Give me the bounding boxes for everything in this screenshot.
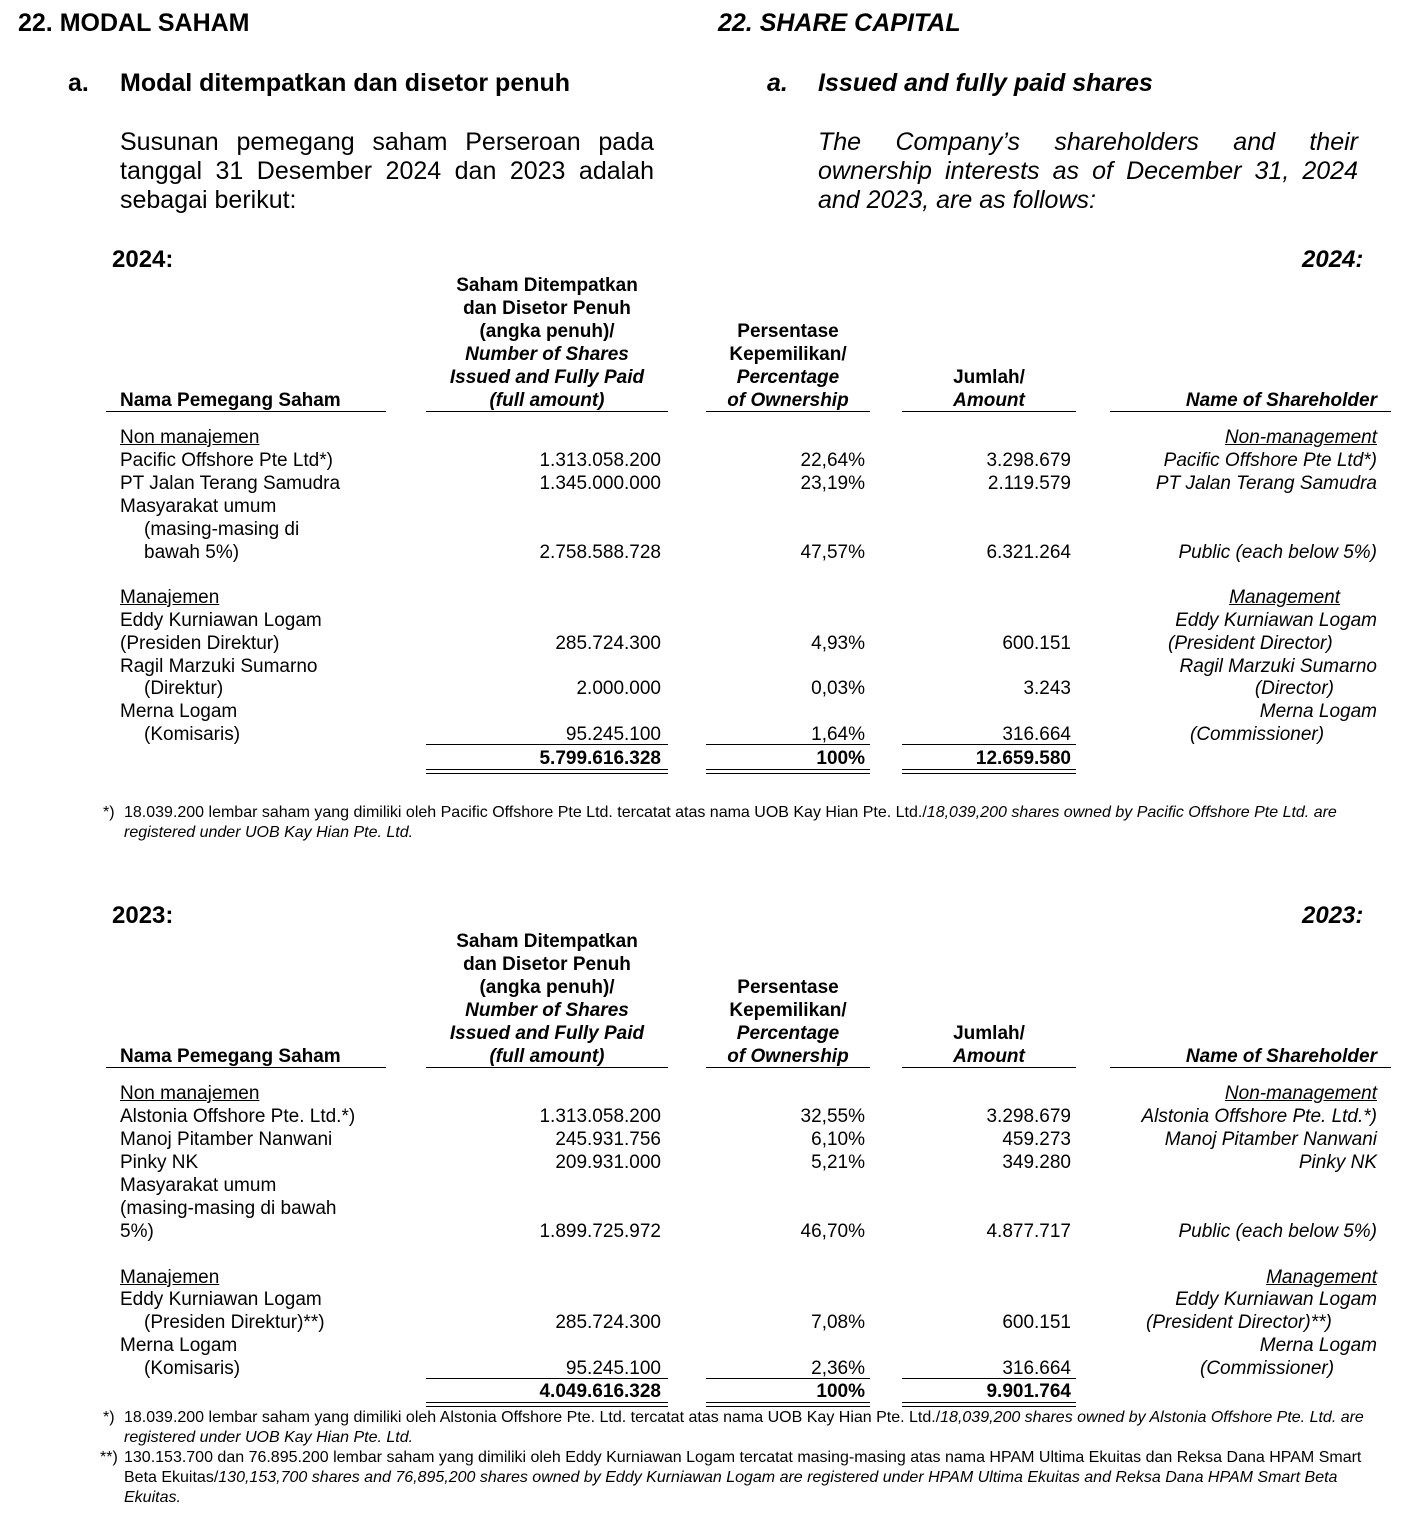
- percentage-value: 4,93%: [811, 633, 865, 654]
- subtotal-rule: [426, 744, 668, 745]
- col-header-amount: Jumlah/ Amount: [953, 367, 1025, 411]
- amount-value: 3.298.679: [986, 450, 1071, 471]
- shareholder-name-id: Merna Logam: [120, 1335, 238, 1356]
- percentage-value: 2,36%: [811, 1358, 865, 1379]
- shareholder-name-id: (Direktur): [144, 678, 224, 699]
- year-label-en: 2024:: [1302, 246, 1364, 273]
- footnote-text: 18.039.200 lembar saham yang dimiliki oleh Alstonia Offshore Pte. Ltd. tercatat atas nama UOB Kay Hian Pte. Ltd./18,039,200 shares owned by Alstonia Offshore Pte. Ltd. are registered under UOB Kay Hian Pte. Ltd.: [124, 1409, 1364, 1446]
- col-header-percentage: Persentase Kepemilikan/ Percentage of Ownership: [727, 321, 849, 411]
- amount-value: 3.243: [1023, 678, 1071, 699]
- footnote-marker: **): [100, 1449, 118, 1466]
- shareholder-name-en: Public (each below 5%): [1178, 1221, 1377, 1242]
- shareholder-name-id: Pinky NK: [120, 1152, 199, 1173]
- shares-value: 245.931.756: [555, 1129, 661, 1150]
- percentage-value: 32,55%: [800, 1106, 865, 1127]
- shareholder-name-id: Pacific Offshore Pte Ltd*): [120, 450, 333, 471]
- sub-letter-id: a.: [68, 69, 89, 97]
- header-rule: [1110, 1067, 1391, 1068]
- group-label-en: Non-management: [1224, 427, 1377, 448]
- shares-value: 1.313.058.200: [539, 1106, 661, 1127]
- shareholder-name-id: (masing-masing di bawah: [120, 1198, 337, 1219]
- col-header-name-id: Nama Pemegang Saham: [120, 390, 341, 411]
- col-header-amount: Jumlah/ Amount: [953, 1023, 1025, 1067]
- group-label-id: Non manajemen: [120, 1083, 260, 1104]
- shareholder-name-id: (masing-masing di: [144, 519, 300, 540]
- section-title-en: 22. SHARE CAPITAL: [718, 9, 961, 37]
- shareholder-name-en: (Commissioner): [1190, 724, 1325, 745]
- shareholder-name-id: Masyarakat umum: [120, 496, 277, 517]
- shares-value: 209.931.000: [555, 1152, 661, 1173]
- intro-paragraph-id: Susunan pemegang saham Perseroan pada tanggal 31 Desember 2024 dan 2023 adalah sebagai berikut:: [120, 128, 654, 214]
- total-amount: 9.901.764: [986, 1381, 1071, 1402]
- total-double-rule: [426, 769, 668, 770]
- sub-title-id: Modal ditempatkan dan disetor penuh: [120, 69, 571, 97]
- shareholder-name-id: bawah 5%): [144, 542, 240, 563]
- group-label-id: Manajemen: [120, 1267, 220, 1288]
- percentage-value: 6,10%: [811, 1129, 865, 1150]
- shareholder-name-id: (Komisaris): [144, 1358, 241, 1379]
- shareholder-name-id: (Presiden Direktur): [120, 633, 280, 654]
- percentage-value: 7,08%: [811, 1312, 865, 1333]
- total-double-rule: [902, 773, 1076, 774]
- total-double-rule: [426, 773, 668, 774]
- shares-value: 1.345.000.000: [539, 473, 661, 494]
- shareholder-name-en: Pacific Offshore Pte Ltd*): [1163, 450, 1377, 471]
- shareholder-name-en: Eddy Kurniawan Logam: [1175, 1289, 1377, 1310]
- percentage-value: 23,19%: [800, 473, 865, 494]
- shareholder-name-id: Merna Logam: [120, 701, 238, 722]
- sub-letter-en: a.: [767, 69, 788, 97]
- total-double-rule: [706, 769, 870, 770]
- shareholder-name-en: Manoj Pitamber Nanwani: [1164, 1129, 1377, 1150]
- shareholder-name-en: Pinky NK: [1298, 1152, 1377, 1173]
- shareholder-name-en: (President Director): [1168, 633, 1333, 654]
- section-title-id: 22. MODAL SAHAM: [18, 9, 250, 37]
- header-rule: [902, 411, 1076, 412]
- year-label-id: 2023:: [112, 902, 174, 929]
- amount-value: 600.151: [1002, 1312, 1071, 1333]
- shareholder-name-id: Eddy Kurniawan Logam: [120, 610, 322, 631]
- total-double-rule: [902, 1406, 1076, 1407]
- shareholder-name-en: (President Director)**): [1146, 1312, 1332, 1333]
- total-double-rule: [706, 773, 870, 774]
- amount-value: 316.664: [1002, 1358, 1071, 1379]
- header-rule: [106, 411, 386, 412]
- amount-value: 316.664: [1002, 724, 1071, 745]
- percentage-value: 1,64%: [811, 724, 865, 745]
- group-label-id: Manajemen: [120, 587, 220, 608]
- group-label-en: Management: [1266, 1267, 1377, 1288]
- total-percentage: 100%: [816, 748, 865, 769]
- shareholder-name-id: 5%): [120, 1221, 154, 1242]
- footnote-marker: *): [103, 804, 115, 821]
- shareholder-name-en: PT Jalan Terang Samudra: [1155, 473, 1377, 494]
- shareholder-name-en: (Director): [1254, 678, 1334, 699]
- group-label-id: Non manajemen: [120, 427, 260, 448]
- year-label-en: 2023:: [1302, 902, 1364, 929]
- footnote-text: 130.153.700 dan 76.895.200 lembar saham yang dimiliki oleh Eddy Kurniawan Logam tercatat masing-masing atas nama HPAM Ultima Ekuitas dan Reksa Dana HPAM Smart Beta Ekuitas/130,153,700 shares and 76,895,200 shares owned by Eddy Kurniawan Logam are registered under HPAM Ultima Ekuitas and Reksa Dana HPAM Smart Beta Ekuitas.: [124, 1449, 1362, 1506]
- shareholder-name-en: Merna Logam: [1259, 701, 1377, 722]
- header-rule: [426, 1067, 668, 1068]
- header-rule: [706, 1067, 870, 1068]
- amount-value: 600.151: [1002, 633, 1071, 654]
- intro-paragraph-en: The Company’s shareholders and their ownership interests as of December 31, 2024 and 2023, are as follows:: [818, 128, 1358, 214]
- shareholder-name-en: Public (each below 5%): [1178, 542, 1377, 563]
- shareholder-name-en: (Commissioner): [1200, 1358, 1335, 1379]
- subtotal-rule: [902, 1378, 1076, 1379]
- header-rule: [902, 1067, 1076, 1068]
- percentage-value: 46,70%: [800, 1221, 865, 1242]
- amount-value: 459.273: [1002, 1129, 1071, 1150]
- shareholder-name-id: (Komisaris): [144, 724, 241, 745]
- total-double-rule: [902, 1402, 1076, 1403]
- total-shares: 4.049.616.328: [539, 1381, 661, 1402]
- total-double-rule: [426, 1406, 668, 1407]
- amount-value: 6.321.264: [986, 542, 1071, 563]
- amount-value: 3.298.679: [986, 1106, 1071, 1127]
- subtotal-rule: [902, 744, 1076, 745]
- shareholder-name-id: Manoj Pitamber Nanwani: [120, 1129, 333, 1150]
- footnote-text: 18.039.200 lembar saham yang dimiliki oleh Pacific Offshore Pte Ltd. tercatat atas nama UOB Kay Hian Pte. Ltd./18,039,200 shares owned by Pacific Offshore Pte Ltd. are registered under UOB Kay Hian Pte. Ltd.: [124, 804, 1337, 841]
- total-double-rule: [706, 1406, 870, 1407]
- header-rule: [106, 1067, 386, 1068]
- subtotal-rule: [706, 1378, 870, 1379]
- percentage-value: 5,21%: [811, 1152, 865, 1173]
- amount-value: 4.877.717: [986, 1221, 1071, 1242]
- shares-value: 1.313.058.200: [539, 450, 661, 471]
- year-label-id: 2024:: [112, 246, 174, 273]
- shareholder-name-en: Ragil Marzuki Sumarno: [1179, 656, 1377, 677]
- shares-value: 95.245.100: [565, 724, 661, 745]
- total-shares: 5.799.616.328: [539, 748, 661, 769]
- total-percentage: 100%: [816, 1381, 865, 1402]
- shares-value: 2.000.000: [576, 678, 661, 699]
- col-header-name-id: Nama Pemegang Saham: [120, 1046, 341, 1067]
- percentage-value: 47,57%: [800, 542, 865, 563]
- subtotal-rule: [426, 1378, 668, 1379]
- header-rule: [426, 411, 668, 412]
- total-amount: 12.659.580: [975, 748, 1071, 769]
- shareholder-name-id: PT Jalan Terang Samudra: [120, 473, 341, 494]
- shareholder-name-id: (Presiden Direktur)**): [144, 1312, 325, 1333]
- shareholder-name-en: Alstonia Offshore Pte. Ltd.*): [1141, 1106, 1377, 1127]
- footnote-marker: *): [103, 1409, 115, 1426]
- header-rule: [1110, 411, 1391, 412]
- col-header-shares: Saham Ditempatkan dan Disetor Penuh (angka penuh)/ Number of Shares Issued and Fully Paid (full amount): [449, 275, 645, 411]
- group-label-en: Non-management: [1224, 1083, 1377, 1104]
- total-double-rule: [706, 1402, 870, 1403]
- shares-value: 2.758.588.728: [539, 542, 661, 563]
- col-header-shares: Saham Ditempatkan dan Disetor Penuh (angka penuh)/ Number of Shares Issued and Fully Paid (full amount): [449, 931, 645, 1067]
- shares-value: 285.724.300: [555, 633, 661, 654]
- percentage-value: 22,64%: [800, 450, 865, 471]
- percentage-value: 0,03%: [811, 678, 865, 699]
- shareholder-name-id: Alstonia Offshore Pte. Ltd.*): [120, 1106, 356, 1127]
- shareholder-name-id: Masyarakat umum: [120, 1175, 277, 1196]
- header-rule: [706, 411, 870, 412]
- total-double-rule: [902, 769, 1076, 770]
- amount-value: 349.280: [1002, 1152, 1071, 1173]
- total-double-rule: [426, 1402, 668, 1403]
- sub-title-en: Issued and fully paid shares: [818, 69, 1153, 97]
- shareholder-name-id: Eddy Kurniawan Logam: [120, 1289, 322, 1310]
- shares-value: 1.899.725.972: [539, 1221, 661, 1242]
- group-label-en: Management: [1229, 587, 1340, 608]
- amount-value: 2.119.579: [987, 473, 1071, 494]
- shareholder-name-en: Merna Logam: [1259, 1335, 1377, 1356]
- shares-value: 285.724.300: [555, 1312, 661, 1333]
- col-header-percentage: Persentase Kepemilikan/ Percentage of Ownership: [727, 977, 849, 1067]
- shares-value: 95.245.100: [565, 1358, 661, 1379]
- shareholder-name-id: Ragil Marzuki Sumarno: [120, 656, 318, 677]
- subtotal-rule: [706, 744, 870, 745]
- col-header-name-en: Name of Shareholder: [1185, 1046, 1377, 1067]
- shareholder-name-en: Eddy Kurniawan Logam: [1175, 610, 1377, 631]
- col-header-name-en: Name of Shareholder: [1185, 390, 1377, 411]
